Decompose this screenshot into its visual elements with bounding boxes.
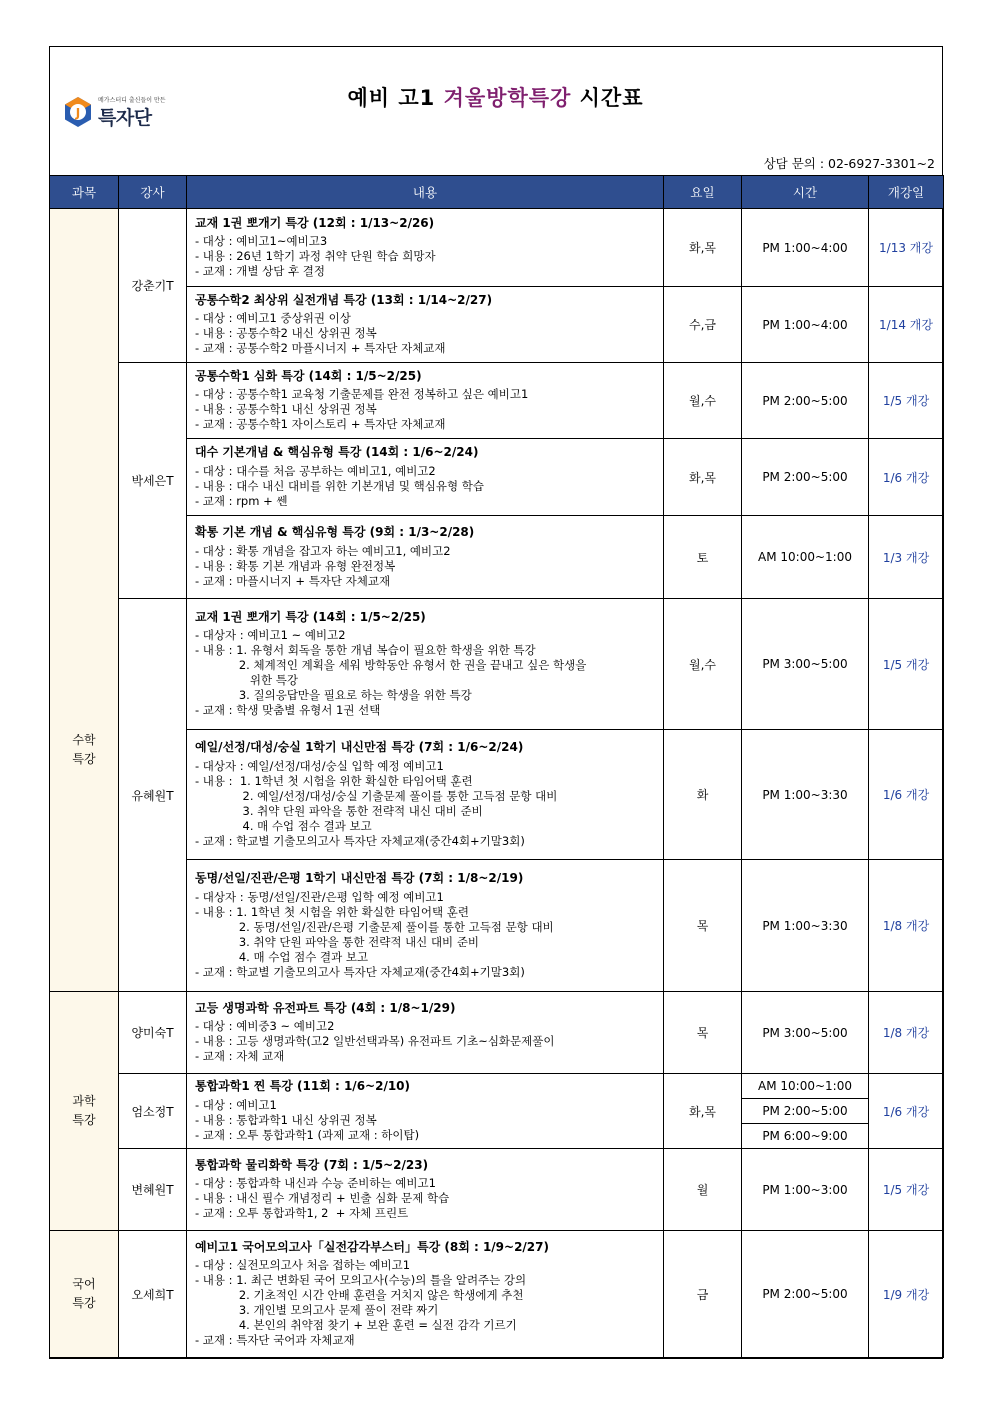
course-detail-line: 2. 동명/선일/진관/은평 기출문제 풀이를 통한 고득점 문항 대비 (195, 919, 554, 934)
course-content (187, 992, 664, 1074)
course-detail-line: - 교재 : 개별 상담 후 결정 (195, 264, 325, 279)
teacher-cell: 박세은T (119, 363, 187, 599)
course-start: 1/8 개강 (869, 992, 944, 1074)
course-time: PM 1:00~3:00 (742, 1149, 869, 1231)
course-day: 토 (664, 516, 742, 599)
course-detail-line: - 내용 : 통합과학1 내신 상위권 정복 (195, 1112, 377, 1127)
course-detail-line: - 내용 : 확통 기본 개념과 유형 완전정복 (195, 558, 396, 573)
course-detail-line: - 내용 : 1. 유형서 회독을 통한 개념 복습이 필요한 학생을 위한 특강 (195, 643, 536, 658)
course-detail-line: 3. 개인별 모의고사 문제 풀이 전략 짜기 (195, 1303, 439, 1318)
course-day: 수,금 (664, 287, 742, 363)
column-header-day: 요일 (664, 176, 742, 209)
course-detail-line: - 내용 : 26년 1학기 과정 취약 단원 학습 희망자 (195, 249, 436, 264)
course-time: AM 10:00~1:00 (742, 516, 869, 599)
course-day: 목 (664, 860, 742, 992)
page-title (50, 82, 941, 112)
course-day: 화,목 (664, 1074, 742, 1149)
course-title: 통합과학1 찐 특강 (11회 : 1/6~2/10) (195, 1079, 411, 1094)
page-header (50, 47, 941, 175)
course-day: 금 (664, 1231, 742, 1358)
subject-label: 국어 특강 (72, 1277, 96, 1310)
course-start: 1/5 개강 (869, 599, 944, 730)
course-title: 동명/선일/진관/은평 1학기 내신만점 특강 (7회 : 1/8~2/19) (195, 871, 524, 886)
course-content (187, 516, 664, 599)
course-detail-line: - 대상 : 예비중3 ~ 예비고2 (195, 1019, 335, 1034)
teacher-cell: 변혜원T (119, 1149, 187, 1231)
course-day: 월 (664, 1149, 742, 1231)
course-day: 화 (664, 730, 742, 860)
course-time: PM 2:00~5:00 (742, 439, 869, 516)
course-time: PM 1:00~4:00 (742, 209, 869, 287)
column-header-subject: 과목 (50, 176, 119, 209)
course-detail-line: - 교재 : 학교별 기출모의고사 특자단 자체교재(중간4회+기말3회) (195, 833, 525, 848)
title-suffix: 시간표 (571, 86, 644, 110)
course-detail-line: 3. 취약 단원 파악을 통한 전략적 내신 대비 준비 (195, 934, 480, 949)
column-header-time: 시간 (742, 176, 869, 209)
course-detail-line: 4. 본인의 취약점 찾기 + 보완 훈련 = 실전 감각 기르기 (195, 1318, 517, 1333)
table-row (50, 1231, 944, 1358)
course-detail-line: - 내용 : 공통수학2 내신 상위권 정복 (195, 326, 377, 341)
course-detail-line: - 내용 : 대수 내신 대비를 위한 기본개념 및 핵심유형 학습 (195, 478, 484, 493)
course-detail-line: - 교재 : rpm + 쎈 (195, 493, 288, 508)
course-title: 대수 기본개념 & 핵심유형 특강 (14회 : 1/6~2/24) (195, 445, 479, 460)
course-detail-line: 4. 매 수업 점수 결과 보고 (195, 949, 369, 964)
title-prefix: 예비 고1 (347, 86, 444, 110)
course-time: PM 1:00~3:30 (742, 730, 869, 860)
course-time: PM 2:00~5:00 (742, 363, 869, 439)
course-content (187, 599, 664, 730)
course-detail-line: - 교재 : 학생 맞춤별 유형서 1권 선택 (195, 703, 381, 718)
course-content (187, 287, 664, 363)
course-day: 월,수 (664, 599, 742, 730)
course-title: 예일/선정/대성/숭실 1학기 내신만점 특강 (7회 : 1/6~2/24) (195, 740, 524, 755)
course-time: AM 10:00~1:00 (742, 1074, 869, 1099)
course-detail-line: - 내용 : 공통수학1 내신 상위권 정복 (195, 402, 377, 417)
timetable-page (49, 46, 943, 1359)
course-time: PM 1:00~4:00 (742, 287, 869, 363)
course-start: 1/5 개강 (869, 363, 944, 439)
course-start: 1/3 개강 (869, 516, 944, 599)
logo-tagline: 메가스터디 출신들이 만든 (98, 97, 166, 104)
subject-cell-science (50, 992, 119, 1231)
course-detail-line: - 교재 : 특자단 국어과 자체교재 (195, 1333, 355, 1348)
table-row (50, 1149, 944, 1231)
course-detail-line: - 내용 : 1. 최근 변화된 국어 모의고사(수능)의 틀을 알려주는 강의 (195, 1273, 527, 1288)
course-start: 1/9 개강 (869, 1231, 944, 1358)
contact-info: 상담 문의 : 02-6927-3301~2 (763, 156, 935, 171)
course-detail-line: 3. 취약 단원 파악을 통한 전략적 내신 대비 준비 (195, 803, 483, 818)
course-title: 교재 1권 뽀개기 특강 (14회 : 1/5~2/25) (195, 609, 426, 624)
course-detail-line: - 대상자 : 예일/선정/대성/숭실 입학 예정 예비고1 (195, 758, 444, 773)
logo-name: 특자단 (98, 107, 152, 129)
course-time: PM 2:00~5:00 (742, 1099, 869, 1124)
title-highlight: 겨울방학특강 (443, 86, 572, 110)
course-start: 1/6 개강 (869, 439, 944, 516)
course-detail-line: 3. 질의응답만을 필요로 하는 학생을 위한 특강 (195, 688, 472, 703)
course-content (187, 1149, 664, 1231)
course-detail-line: - 내용 : 1. 1학년 첫 시험을 위한 확실한 타임어택 훈련 (195, 904, 469, 919)
course-start: 1/13 개강 (869, 209, 944, 287)
course-time: PM 3:00~5:00 (742, 992, 869, 1074)
teacher-cell: 오세희T (119, 1231, 187, 1358)
subject-cell-korean (50, 1231, 119, 1358)
svg-text:J: J (75, 106, 81, 120)
course-time: PM 1:00~3:30 (742, 860, 869, 992)
course-content (187, 1074, 664, 1149)
course-detail-line: 2. 예일/선정/대성/숭실 기출문제 풀이를 통한 고득점 문항 대비 (195, 788, 558, 803)
course-day: 월,수 (664, 363, 742, 439)
table-row (50, 1074, 944, 1099)
course-start: 1/5 개강 (869, 1149, 944, 1231)
course-detail-line: - 대상 : 예비고1 중상위권 이상 (195, 311, 351, 326)
course-content (187, 730, 664, 860)
course-detail-line: - 내용 : 내신 필수 개념정리 + 빈출 심화 문제 학습 (195, 1191, 450, 1206)
course-start: 1/6 개강 (869, 1074, 944, 1149)
course-detail-line: - 교재 : 자체 교재 (195, 1049, 285, 1064)
course-detail-line: 4. 매 수업 점수 결과 보고 (195, 818, 372, 833)
course-detail-line: 2. 기초적인 시간 안배 훈련을 거치지 않은 학생에게 추천 (195, 1288, 524, 1303)
course-title: 예비고1 국어모의고사「실전감각부스터」특강 (8회 : 1/9~2/27) (195, 1239, 549, 1254)
subject-cell-math (50, 209, 119, 992)
course-time: PM 6:00~9:00 (742, 1124, 869, 1149)
course-start: 1/14 개강 (869, 287, 944, 363)
course-detail-line: - 대상 : 예비고1 (195, 1097, 277, 1112)
table-row (50, 992, 944, 1074)
course-detail-line: - 내용 : 고등 생명과학(고2 일반선택과목) 유전파트 기초~심화문제풀이 (195, 1034, 555, 1049)
course-detail-line: - 대상 : 확통 개념을 잡고자 하는 예비고1, 예비고2 (195, 543, 451, 558)
course-detail-line: - 대상 : 실전모의고사 처음 접하는 예비고1 (195, 1258, 411, 1273)
course-title: 확통 기본 개념 & 핵심유형 특강 (9회 : 1/3~2/28) (195, 525, 475, 540)
table-row (50, 209, 944, 287)
course-detail-line: - 대상자 : 동명/선일/진관/은평 입학 예정 예비고1 (195, 889, 444, 904)
course-start: 1/8 개강 (869, 860, 944, 992)
course-title: 공통수학1 심화 특강 (14회 : 1/5~2/25) (195, 368, 422, 383)
course-detail-line: - 대상자 : 예비고1 ~ 예비고2 (195, 628, 346, 643)
course-content (187, 439, 664, 516)
course-content (187, 1231, 664, 1358)
course-day: 목 (664, 992, 742, 1074)
course-day: 화,목 (664, 439, 742, 516)
course-detail-line: - 대상 : 대수를 처음 공부하는 예비고1, 예비고2 (195, 463, 436, 478)
course-detail-line: - 교재 : 오투 통합과학1 (과제 교재 : 하이탑) (195, 1127, 420, 1142)
course-detail-line: - 대상 : 공통수학1 교육청 기출문제를 완전 정복하고 싶은 예비고1 (195, 387, 529, 402)
course-detail-line: 2. 체계적인 계획을 세워 방학동안 유형서 한 권을 끝내고 싶은 학생을 (195, 658, 587, 673)
course-detail-line: - 내용 : 1. 1학년 첫 시험을 위한 확실한 타임어택 훈련 (195, 773, 473, 788)
teacher-cell: 유혜원T (119, 599, 187, 992)
course-detail-line: - 대상 : 예비고1~예비고3 (195, 234, 328, 249)
course-time: PM 2:00~5:00 (742, 1231, 869, 1358)
course-detail-line: - 교재 : 공통수학1 자이스토리 + 특자단 자체교재 (195, 417, 446, 432)
course-title: 통합과학 물리화학 특강 (7회 : 1/5~2/23) (195, 1157, 429, 1172)
table-header-row (50, 176, 944, 209)
course-title: 공통수학2 최상위 실전개념 특강 (13회 : 1/14~2/27) (195, 292, 493, 307)
teacher-cell: 엄소정T (119, 1074, 187, 1149)
teacher-cell: 양미숙T (119, 992, 187, 1074)
course-title: 고등 생명과학 유전파트 특강 (4회 : 1/8~1/29) (195, 1000, 456, 1015)
table-row (50, 363, 944, 439)
course-start: 1/6 개강 (869, 730, 944, 860)
subject-label: 수학 특강 (72, 733, 96, 766)
course-detail-line: - 대상 : 통합과학 내신과 수능 준비하는 예비고1 (195, 1176, 436, 1191)
course-content (187, 363, 664, 439)
course-detail-line: 위한 특강 (195, 673, 298, 688)
column-header-start: 개강일 (869, 176, 944, 209)
course-day: 화,목 (664, 209, 742, 287)
column-header-teacher: 강사 (119, 176, 187, 209)
course-title: 교재 1권 뽀개기 특강 (12회 : 1/13~2/26) (195, 215, 435, 230)
course-detail-line: - 교재 : 학교별 기출모의고사 특자단 자체교재(중간4회+기말3회) (195, 964, 525, 979)
course-detail-line: - 교재 : 마플시너지 + 특자단 자체교재 (195, 573, 391, 588)
course-time: PM 3:00~5:00 (742, 599, 869, 730)
schedule-table (49, 175, 944, 1358)
course-content (187, 209, 664, 287)
course-content (187, 860, 664, 992)
column-header-content: 내용 (187, 176, 664, 209)
subject-label: 과학 특강 (72, 1094, 96, 1127)
course-detail-line: - 교재 : 공통수학2 마플시너지 + 특자단 자체교재 (195, 341, 446, 356)
teacher-cell: 강춘기T (119, 209, 187, 363)
table-row (50, 599, 944, 730)
course-detail-line: - 교재 : 오투 통합과학1, 2 + 자체 프린트 (195, 1206, 409, 1221)
